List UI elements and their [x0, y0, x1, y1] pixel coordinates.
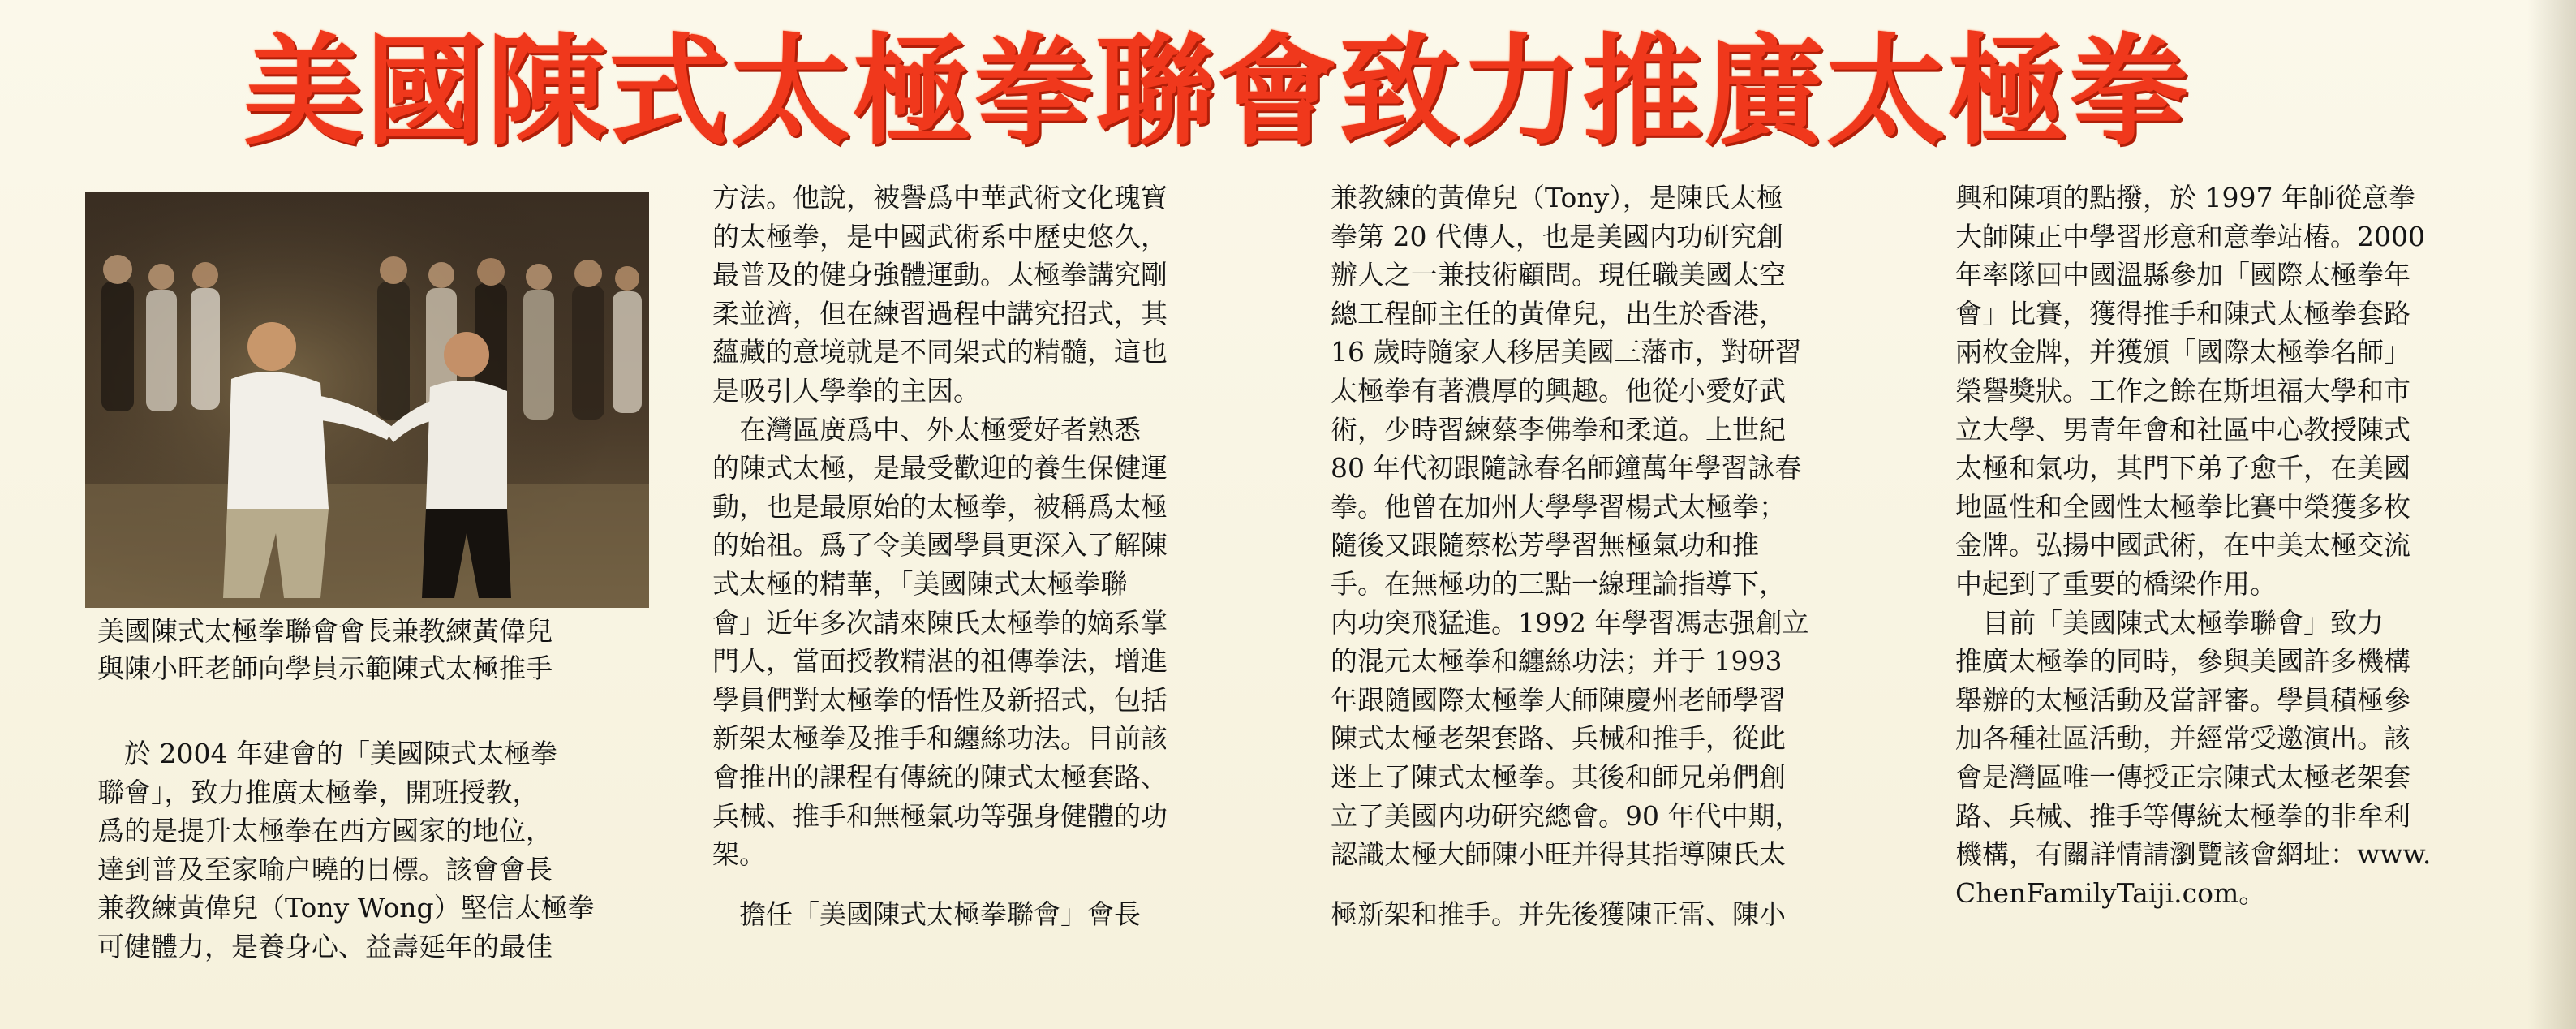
- text-line: 迷上了陳式太極拳。其後和師兄弟們創: [1331, 760, 1786, 793]
- text-line: 最普及的健身強體運動。太極拳講究剛: [712, 259, 1168, 291]
- text-line: 式太極的精華，「美國陳式太極拳聯: [712, 567, 1128, 600]
- page-edge-shadow: [2527, 0, 2576, 1029]
- text-line: 地區性和全國性太極拳比賽中榮獲多枚: [1955, 490, 2410, 523]
- text-line: 大師陳正中學習形意和意拳站樁。2000: [1955, 220, 2425, 252]
- article-column-2: [712, 179, 1280, 933]
- text-line: 推廣太極拳的同時，參與美國許多機構: [1955, 645, 2410, 678]
- text-line: 立大學、男青年會和社區中心教授陳式: [1955, 413, 2410, 446]
- text-line: 會」近年多次請來陳氏太極拳的嫡系掌: [712, 606, 1168, 639]
- text-line: 是吸引人學拳的主因。: [712, 374, 980, 407]
- text-line: 年率隊回中國溫縣參加「國際太極拳年: [1955, 259, 2410, 291]
- photo-illustration: [85, 192, 649, 608]
- text-line: 學員們對太極拳的悟性及新招式，包括: [712, 683, 1168, 716]
- text-line: 拳。他曾在加州大學學習楊式太極拳；: [1331, 490, 1786, 523]
- text-line: 年跟隨國際太極拳大師陳慶州老師學習: [1331, 683, 1786, 716]
- text-line: 方法。他說，被譽爲中華武術文化瑰寶: [712, 182, 1168, 213]
- demonstration-photo: [85, 192, 649, 608]
- text-line: 金牌。弘揚中國武術，在中美太極交流: [1955, 529, 2410, 562]
- text-line: 蘊藏的意境就是不同架式的精髓，這也: [712, 336, 1168, 368]
- text-line: 認識太極大師陳小旺并得其指導陳氏太: [1331, 838, 1786, 871]
- headline: 美國陳式太極拳聯會致力推廣太極拳: [243, 22, 2191, 161]
- text-line: 會推出的課程有傳統的陳式太極套路、: [712, 760, 1168, 793]
- caption-line-1: 美國陳式太極拳聯會會長兼教練黃偉兒: [97, 615, 553, 647]
- caption-line-2: 與陳小旺老師向學員示範陳式太極推手: [97, 652, 553, 684]
- text-line: 機構，有關詳情請瀏覽該會網址：www.: [1955, 838, 2432, 871]
- text-line: 的混元太極拳和纏絲功法；并于 1993: [1331, 645, 1783, 678]
- text-line: 兼教練的黃偉兒（Tony），是陳氏太極: [1331, 182, 1783, 213]
- article-column-3: [1331, 179, 1899, 933]
- text-line: 門人，當面授教精湛的祖傳拳法，增進: [712, 645, 1168, 678]
- text-line: 中起到了重要的橋梁作用。: [1955, 567, 2277, 600]
- text-line: 架。: [712, 838, 766, 871]
- text-line: 80 年代初跟隨詠春名師鐘萬年學習詠春: [1331, 452, 1802, 484]
- text-line: 路、兵械、推手等傳統太極拳的非牟利: [1955, 799, 2410, 832]
- text-line: 動，也是最原始的太極拳，被稱爲太極: [712, 490, 1168, 523]
- text-line: 於 2004 年建會的「美國陳式太極拳: [97, 738, 557, 769]
- text-line: 舉辦的太極活動及當評審。學員積極參: [1955, 683, 2410, 716]
- text-line: 柔並濟，但在練習過程中講究招式，其: [712, 297, 1168, 329]
- text-line: 會」比賽，獲得推手和陳式太極拳套路: [1955, 297, 2410, 329]
- text-line: 拳第 20 代傳人，也是美國内功研究創: [1331, 220, 1783, 252]
- text-line: 擔任「美國陳式太極拳聯會」會長: [712, 898, 1141, 930]
- text-line: 達到普及至家喻户曉的目標。該會會長: [97, 853, 553, 885]
- text-line: ChenFamilyTaiji.com。: [1955, 876, 2266, 909]
- text-line: 太極和氣功，其門下弟子愈千，在美國: [1955, 452, 2410, 484]
- text-line: 極新架和推手。并先後獲陳正雷、陳小: [1331, 898, 1786, 930]
- text-line: 内功突飛猛進。1992 年學習馮志强創立: [1331, 606, 1809, 639]
- text-line: 會是灣區唯一傳授正宗陳式太極老架套: [1955, 760, 2410, 793]
- photo-caption: [97, 613, 657, 687]
- text-line: 的始祖。爲了令美國學員更深入了解陳: [712, 529, 1168, 562]
- text-line: 手。在無極功的三點一線理論指導下，: [1331, 567, 1786, 600]
- text-line: 榮譽獎狀。工作之餘在斯坦福大學和市: [1955, 374, 2410, 407]
- text-line: 的陳式太極，是最受歡迎的養生保健運: [712, 452, 1168, 484]
- text-line: 兩枚金牌，并獲頒「國際太極拳名師」: [1955, 336, 2410, 368]
- text-line: 爲的是提升太極拳在西方國家的地位，: [97, 815, 553, 847]
- text-line: 兵械、推手和無極氣功等强身健體的功: [712, 799, 1168, 832]
- paragraph-gap: [1331, 874, 1899, 895]
- text-line: 在灣區廣爲中、外太極愛好者熟悉: [712, 413, 1141, 446]
- text-line: 新架太極拳及推手和纏絲功法。目前該: [712, 722, 1168, 755]
- text-line: 的太極拳，是中國武術系中歷史悠久，: [712, 220, 1168, 252]
- paragraph-gap: [712, 874, 1280, 895]
- article-column-4: [1955, 179, 2523, 912]
- text-line: 立了美國内功研究總會。90 年代中期，: [1331, 799, 1802, 832]
- text-line: 總工程師主任的黃偉兒，出生於香港，: [1331, 297, 1786, 329]
- text-line: 隨後又跟隨蔡松芳學習無極氣功和推: [1331, 529, 1759, 562]
- text-line: 可健體力，是養身心、益壽延年的最佳: [97, 930, 553, 962]
- text-line: 術，少時習練蔡李佛拳和柔道。上世紀: [1331, 413, 1786, 446]
- article-column-1: [97, 734, 657, 967]
- text-line: 16 歲時隨家人移居美國三藩市，對研習: [1331, 336, 1802, 368]
- text-line: 兼教練黃偉兒（Tony Wong）堅信太極拳: [97, 892, 595, 924]
- text-line: 辦人之一兼技術顧問。現任職美國太空: [1331, 259, 1786, 291]
- text-line: 陳式太極老架套路、兵械和推手，從此: [1331, 722, 1786, 755]
- text-line: 聯會」，致力推廣太極拳，開班授教，: [97, 776, 540, 808]
- text-line: 太極拳有著濃厚的興趣。他從小愛好武: [1331, 374, 1786, 407]
- text-line: 加各種社區活動，并經常受邀演出。該: [1955, 722, 2410, 755]
- text-line: 興和陳項的點撥，於 1997 年師從意拳: [1955, 182, 2415, 213]
- text-line: 目前「美國陳式太極拳聯會」致力: [1955, 606, 2384, 639]
